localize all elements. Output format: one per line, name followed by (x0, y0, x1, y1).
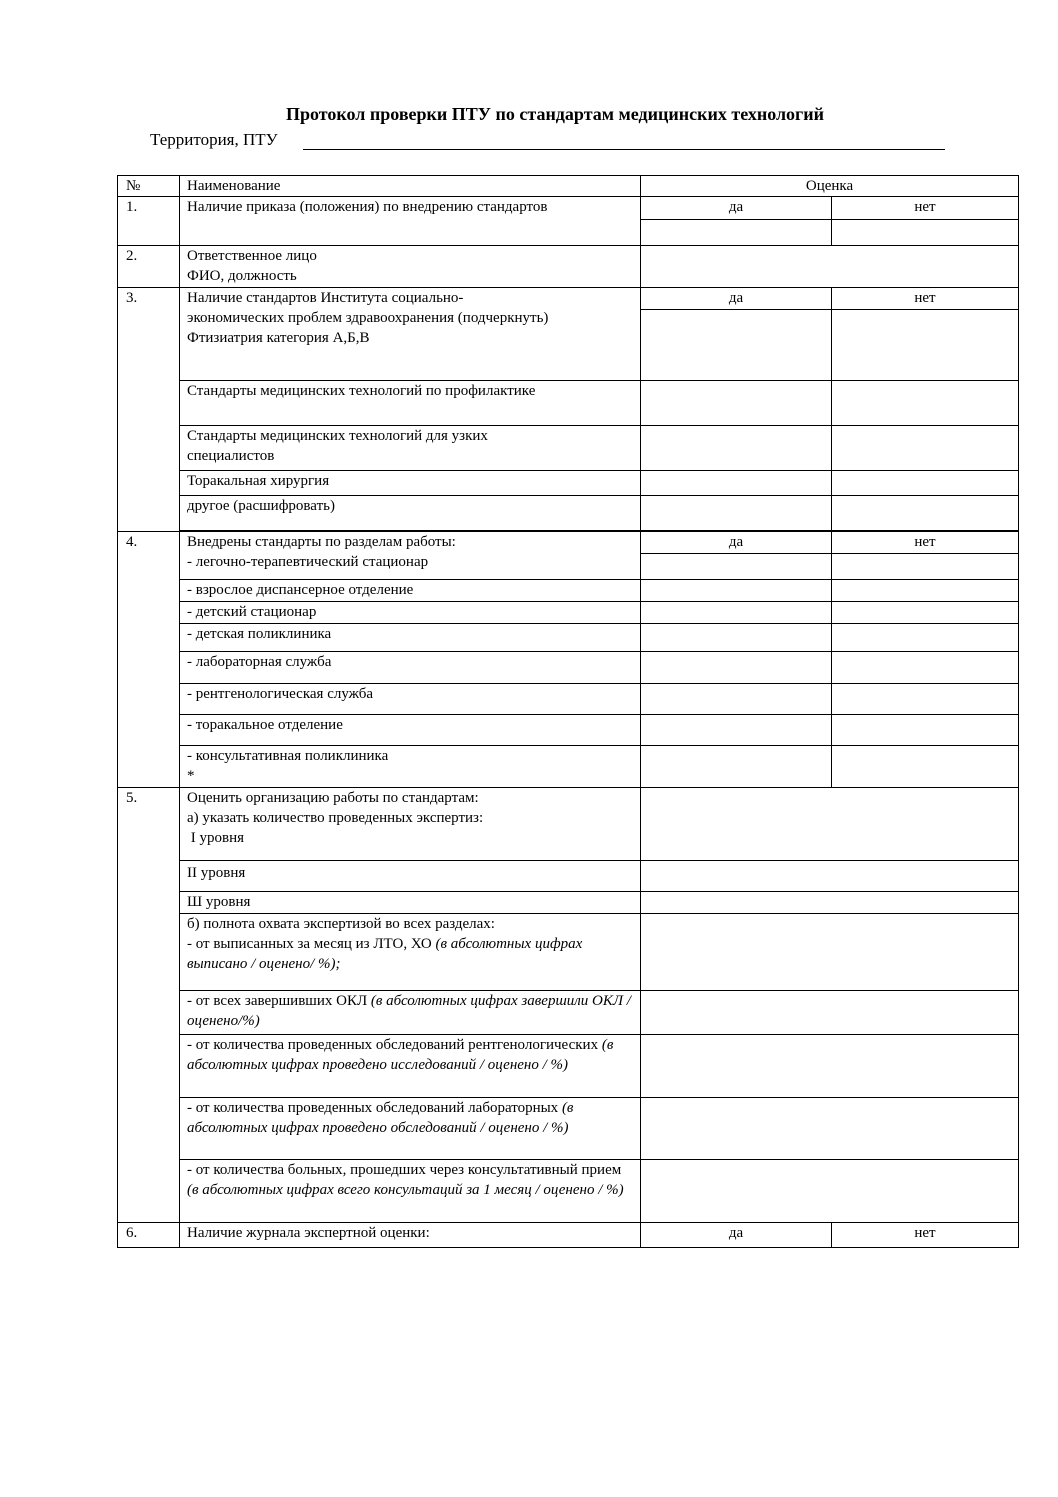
s3-line2: экономических проблем здравоохранения (подчеркнуть) (187, 310, 549, 326)
s2-line2: ФИО, должность (187, 268, 297, 284)
s4-item-7-no[interactable] (832, 715, 1019, 746)
header-name: Наименование (180, 176, 641, 197)
s2-num: 2. (118, 246, 180, 288)
s4-asterisk: * (187, 768, 195, 784)
territory-label: Территория, ПТУ (150, 130, 278, 149)
s4-item-8-yes[interactable] (641, 746, 832, 788)
s4-item-7: - торакальное отделение (180, 715, 641, 746)
s1-num: 1. (118, 197, 180, 246)
s4-item-6-no[interactable] (832, 684, 1019, 715)
s3-thoracic: Торакальная хирургия (180, 471, 641, 496)
s5-b1-answer[interactable] (641, 914, 1019, 991)
s4-item-5: - лабораторная служба (180, 652, 641, 684)
s1-yes-label: да (641, 197, 832, 220)
s5-b5-text: - от количества больных, прошедших через консультативный прием (187, 1162, 622, 1178)
s6-text: Наличие журнала экспертной оценки: (180, 1223, 641, 1248)
s3-line1: Наличие стандартов Института социально- (187, 290, 464, 306)
s4-intro-cell (180, 532, 641, 580)
s6-yes-label[interactable]: да (641, 1223, 832, 1248)
s5-level2-answer[interactable] (641, 861, 1019, 892)
s5-b1-text: - от выписанных за месяц из ЛТО, ХО (187, 936, 432, 952)
s6-no-label[interactable]: нет (832, 1223, 1019, 1248)
s1-no-label: нет (832, 197, 1019, 220)
s3-no-label: нет (832, 288, 1019, 310)
s3-line3: Фтизиатрия категория А,Б,В (187, 330, 370, 346)
s5-line1: Оценить организацию работы по стандартам: (187, 790, 479, 806)
s4-item-3-yes[interactable] (641, 602, 832, 624)
s5-level2: II уровня (180, 861, 641, 892)
s4-no-label: нет (832, 532, 1019, 554)
s5-level3-answer[interactable] (641, 892, 1019, 914)
header-score: Оценка (641, 176, 1019, 197)
s6-num: 6. (118, 1223, 180, 1248)
s3-narrow-no[interactable] (832, 426, 1019, 471)
s5-b2-cell (180, 991, 641, 1035)
s1-no-cell[interactable] (832, 220, 1019, 246)
s3-prophylaxis-no[interactable] (832, 381, 1019, 426)
s3-num: 3. (118, 288, 180, 532)
s3-yes-cell[interactable] (641, 310, 832, 381)
s4-item-8-no[interactable] (832, 746, 1019, 788)
header-num: № (118, 176, 180, 197)
s5-level3: Ш уровня (180, 892, 641, 914)
s3-narrow-line1: Стандарты медицинских технологий для узких (187, 428, 488, 444)
s4-item-8: - консультативная поликлиника (187, 748, 389, 764)
s4-item-1-yes[interactable] (641, 554, 832, 580)
s3-other-no[interactable] (832, 496, 1019, 531)
s5-b5-italic: (в абсолютных цифрах всего консультаций за 1 месяц / оценено / %) (187, 1182, 624, 1198)
s3-narrow (180, 426, 641, 471)
s4-item-8-cell (180, 746, 641, 788)
s4-item-2-no[interactable] (832, 580, 1019, 602)
s5-b2-answer[interactable] (641, 991, 1019, 1035)
s3-yes-label: да (641, 288, 832, 310)
s3-other: другое (расшифровать) (180, 496, 641, 531)
s5-level1-answer[interactable] (641, 788, 1019, 861)
s3-narrow-line2: специалистов (187, 448, 275, 464)
s5-b3-italic: (в абсолютных цифрах проведено исследований / оценено / %) (187, 1037, 614, 1073)
s3-other-yes[interactable] (641, 496, 832, 531)
evaluation-table (117, 175, 1019, 1248)
s4-intro: Внедрены стандарты по разделам работы: (187, 534, 456, 550)
s4-item-1-no[interactable] (832, 554, 1019, 580)
s5-b1-cell (180, 914, 641, 991)
s4-item-2: - взрослое диспансерное отделение (180, 580, 641, 602)
s5-b2-italic: (в абсолютных цифрах завершили ОКЛ / оценено/%) (187, 993, 631, 1029)
s5-b3-text: - от количества проведенных обследований рентгенологических (187, 1037, 599, 1053)
s5-b5-cell (180, 1160, 641, 1223)
s3-prophylaxis: Стандарты медицинских технологий по профилактике (180, 381, 641, 426)
s5-num: 5. (118, 788, 180, 1223)
s1-text: Наличие приказа (положения) по внедрению стандартов (180, 197, 641, 246)
s4-item-5-no[interactable] (832, 652, 1019, 684)
s5-line2: а) указать количество проведенных экспертиз: (187, 810, 484, 826)
page-title: Протокол проверки ПТУ по стандартам медицинских технологий (286, 104, 824, 124)
s4-item-3-no[interactable] (832, 602, 1019, 624)
s3-narrow-yes[interactable] (641, 426, 832, 471)
s4-item-6: - рентгенологическая служба (180, 684, 641, 715)
s5-b1-italic: (в абсолютных цифрах выписано / оценено/ %); (187, 936, 583, 972)
s2-text (180, 246, 641, 288)
s4-item-5-yes[interactable] (641, 652, 832, 684)
s5-level1: I уровня (187, 830, 245, 846)
s3-no-cell[interactable] (832, 310, 1019, 381)
s5-b5-answer[interactable] (641, 1160, 1019, 1223)
s3-text (180, 288, 641, 381)
s5-b4-answer[interactable] (641, 1098, 1019, 1160)
s3-thoracic-no[interactable] (832, 471, 1019, 496)
s4-item-3: - детский стационар (180, 602, 641, 624)
s5-intro-cell (180, 788, 641, 861)
s3-prophylaxis-yes[interactable] (641, 381, 832, 426)
s5-b2-text: - от всех завершивших ОКЛ (187, 993, 368, 1009)
s2-line1: Ответственное лицо (187, 248, 317, 264)
s1-yes-cell[interactable] (641, 220, 832, 246)
s4-item-4-no[interactable] (832, 624, 1019, 652)
s5-b1 (187, 934, 635, 974)
s3-thoracic-yes[interactable] (641, 471, 832, 496)
s4-item-2-yes[interactable] (641, 580, 832, 602)
s5-b4-cell (180, 1098, 641, 1160)
s5-b3-cell (180, 1035, 641, 1098)
s4-item-1: - легочно-терапевтический стационар (187, 554, 429, 570)
s4-item-4: - детская поликлиника (180, 624, 641, 652)
s5-b4-italic: (в абсолютных цифрах проведено обследований / оценено / %) (187, 1100, 574, 1136)
s4-item-7-yes[interactable] (641, 715, 832, 746)
s5-b-title: б) полнота охвата экспертизой во всех разделах: (187, 916, 495, 932)
s5-b4-text: - от количества проведенных обследований лабораторных (187, 1100, 559, 1116)
s4-yes-label: да (641, 532, 832, 554)
s4-item-6-yes[interactable] (641, 684, 832, 715)
s2-answer-cell[interactable] (641, 246, 1019, 288)
s4-num: 4. (118, 532, 180, 788)
s4-item-4-yes[interactable] (641, 624, 832, 652)
territory-input-line[interactable] (303, 149, 945, 150)
s5-b3-answer[interactable] (641, 1035, 1019, 1098)
